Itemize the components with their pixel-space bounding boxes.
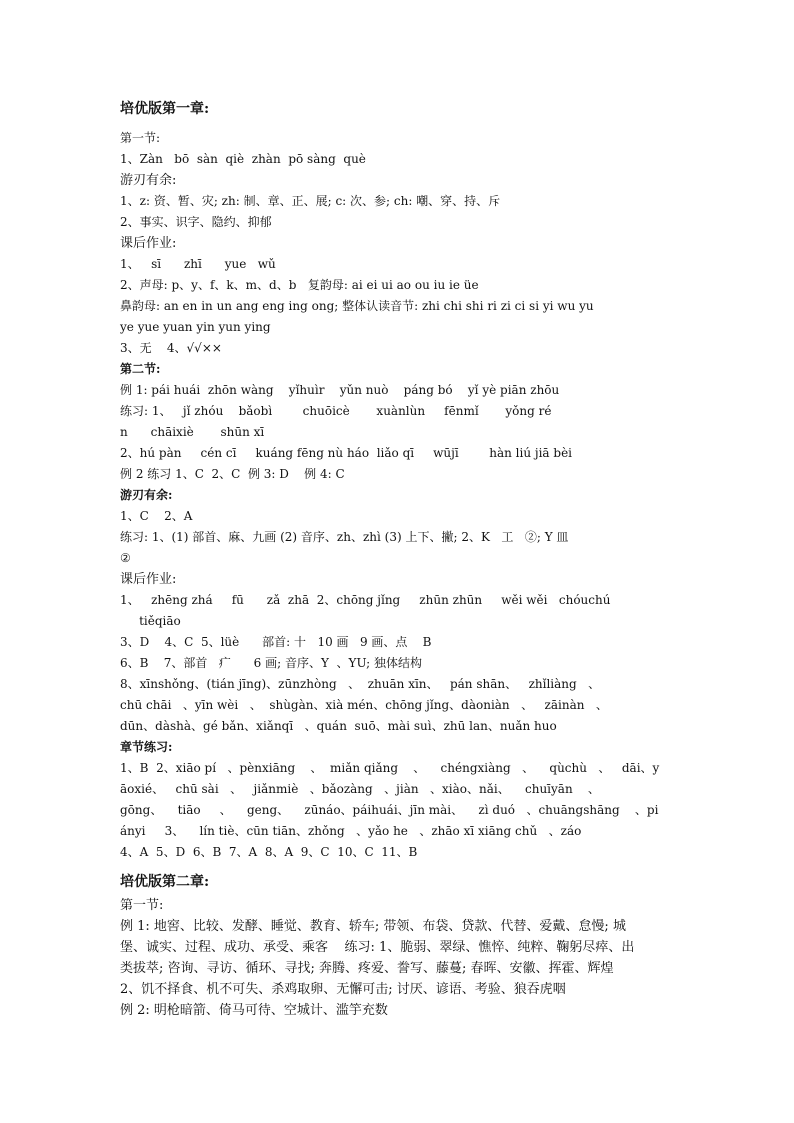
subsection-label: 课后作业: <box>120 236 177 251</box>
text-line: 4、A 5、D 6、B 7、A 8、A 9、C 10、C 11、B <box>120 845 418 859</box>
document-body <box>120 96 692 1021</box>
text-line: 8、xīnshǒng、(tián jīng)、zūnzhòng 、 zhuān xīn、 pán shān、 zhǐliàng 、 <box>120 677 601 691</box>
text-line: ye yue yuan yin yun ying <box>120 320 271 334</box>
text-line: 6、B 7、部首 疒 6 画; 音序、Y 、YU; 独体结构 <box>120 656 422 670</box>
text-line: 类拔萃; 咨询、寻访、循环、寻找; 奔腾、疼爱、誊写、藤蔓; 春晖、安徽、挥霍、辉煌 <box>120 961 614 976</box>
text-line: ② <box>120 551 131 565</box>
text-line: 2、事实、识字、隐约、抑郁 <box>120 215 272 229</box>
chapter-2-title: 培优版第二章: <box>120 874 210 890</box>
text-line: 2、饥不择食、机不可失、杀鸡取卵、无懈可击; 讨厌、谚语、考验、狼吞虎咽 <box>120 982 566 997</box>
text-line: ányi 3、 lín tiè、cūn tiān、zhǒng 、yǎo he 、zhāo xī xiāng chǔ 、záo <box>120 824 582 838</box>
text-line: 1、 sī zhī yue wǔ <box>120 257 276 271</box>
text-line: 例 1: pái huái zhōn wàng yǐhuìr yǔn nuò páng bó yǐ yè piān zhōu <box>120 383 560 397</box>
text-line: āoxié、 chū sài 、 jiǎnmiè 、bǎozàng 、jiàn 、xiào、nǎi、 chuīyān 、 <box>120 782 600 796</box>
text-line: 堡、诚实、过程、成功、承受、乘客 练习: 1、脆弱、翠绿、憔悴、纯粹、鞠躬尽瘁、出 <box>120 940 635 955</box>
subsection-label: 课后作业: <box>120 572 177 587</box>
text-line: 3、无 4、√√×× <box>120 341 222 355</box>
text-line: 1、 zhēng zhá fū zǎ zhā 2、chōng jǐng zhūn zhūn wěi wěi chóuchú <box>120 593 611 607</box>
text-line: 1、B 2、xiāo pí 、pènxiāng 、 miǎn qiǎng 、 chéngxiàng 、 qùchù 、 dāi、y <box>120 761 660 775</box>
text-line: 练习: 1、(1) 部首、麻、九画 (2) 音序、zh、zhì (3) 上下、撇; 2、K 工 ②; Y 皿 <box>120 530 569 544</box>
text-line: 1、Zàn bō sàn qiè zhàn pō sàng què <box>120 152 366 166</box>
text-line: gōng、 tiāo 、 geng、 zūnáo、páihuái、jīn mài、 zì duó 、chuāngshāng 、pi <box>120 803 659 817</box>
section-1-title: 第一节: <box>120 898 164 913</box>
text-line: 2、hú pàn cén cī kuáng fēng nù háo liǎo qī wūjī hàn liú jiā bèi <box>120 446 573 460</box>
text-line: dūn、dàshà、gé bǎn、xiǎnqī 、quán suō、mài suì、zhū lan、nuǎn huo <box>120 719 557 733</box>
text-line: 练习: 1、 jǐ zhóu bǎobì chuōicè xuànlùn fēnmǐ yǒng ré <box>120 404 552 418</box>
text-line: 例 2: 明枪暗箭、倚马可待、空城计、滥竽充数 <box>120 1003 388 1018</box>
chapter-exercises-title: 章节练习: <box>120 740 173 754</box>
subsection-label: 游刃有余: <box>120 488 173 502</box>
text-line: chū chāi 、yīn wèi 、 shùgàn、xià mén、chōng jǐng、dàoniàn 、 zāinàn 、 <box>120 698 608 712</box>
text-line: 3、D 4、C 5、lüè 部首: 十 10 画 9 画、点 B <box>120 635 432 649</box>
text-line: 2、声母: p、y、f、k、m、d、b 复韵母: ai ei ui ao ou iu ie üe <box>120 278 479 292</box>
text-line: 1、z: 资、暂、灾; zh: 制、章、正、展; c: 次、参; ch: 嘲、穿、持、斥 <box>120 194 501 208</box>
subsection-label: 游刃有余: <box>120 173 177 188</box>
text-line: 例 1: 地窖、比较、发酵、睡觉、教育、轿车; 带领、布袋、贷款、代替、爱戴、怠慢; 城 <box>120 919 626 934</box>
text-line: 例 2 练习 1、C 2、C 例 3: D 例 4: C <box>120 467 345 481</box>
text-line: 鼻韵母: an en in un ang eng ing ong; 整体认读音节: zhi chi shi ri zi ci si yi wu yu <box>120 299 594 313</box>
text-line: tiěqiāo <box>120 614 181 628</box>
chapter-1-title: 培优版第一章: <box>120 101 210 117</box>
text-line: n chāixiè shūn xī <box>120 425 265 439</box>
text-line: 1、C 2、A <box>120 509 193 523</box>
section-1-title: 第一节: <box>120 131 161 145</box>
section-2-title: 第二节: <box>120 362 161 376</box>
